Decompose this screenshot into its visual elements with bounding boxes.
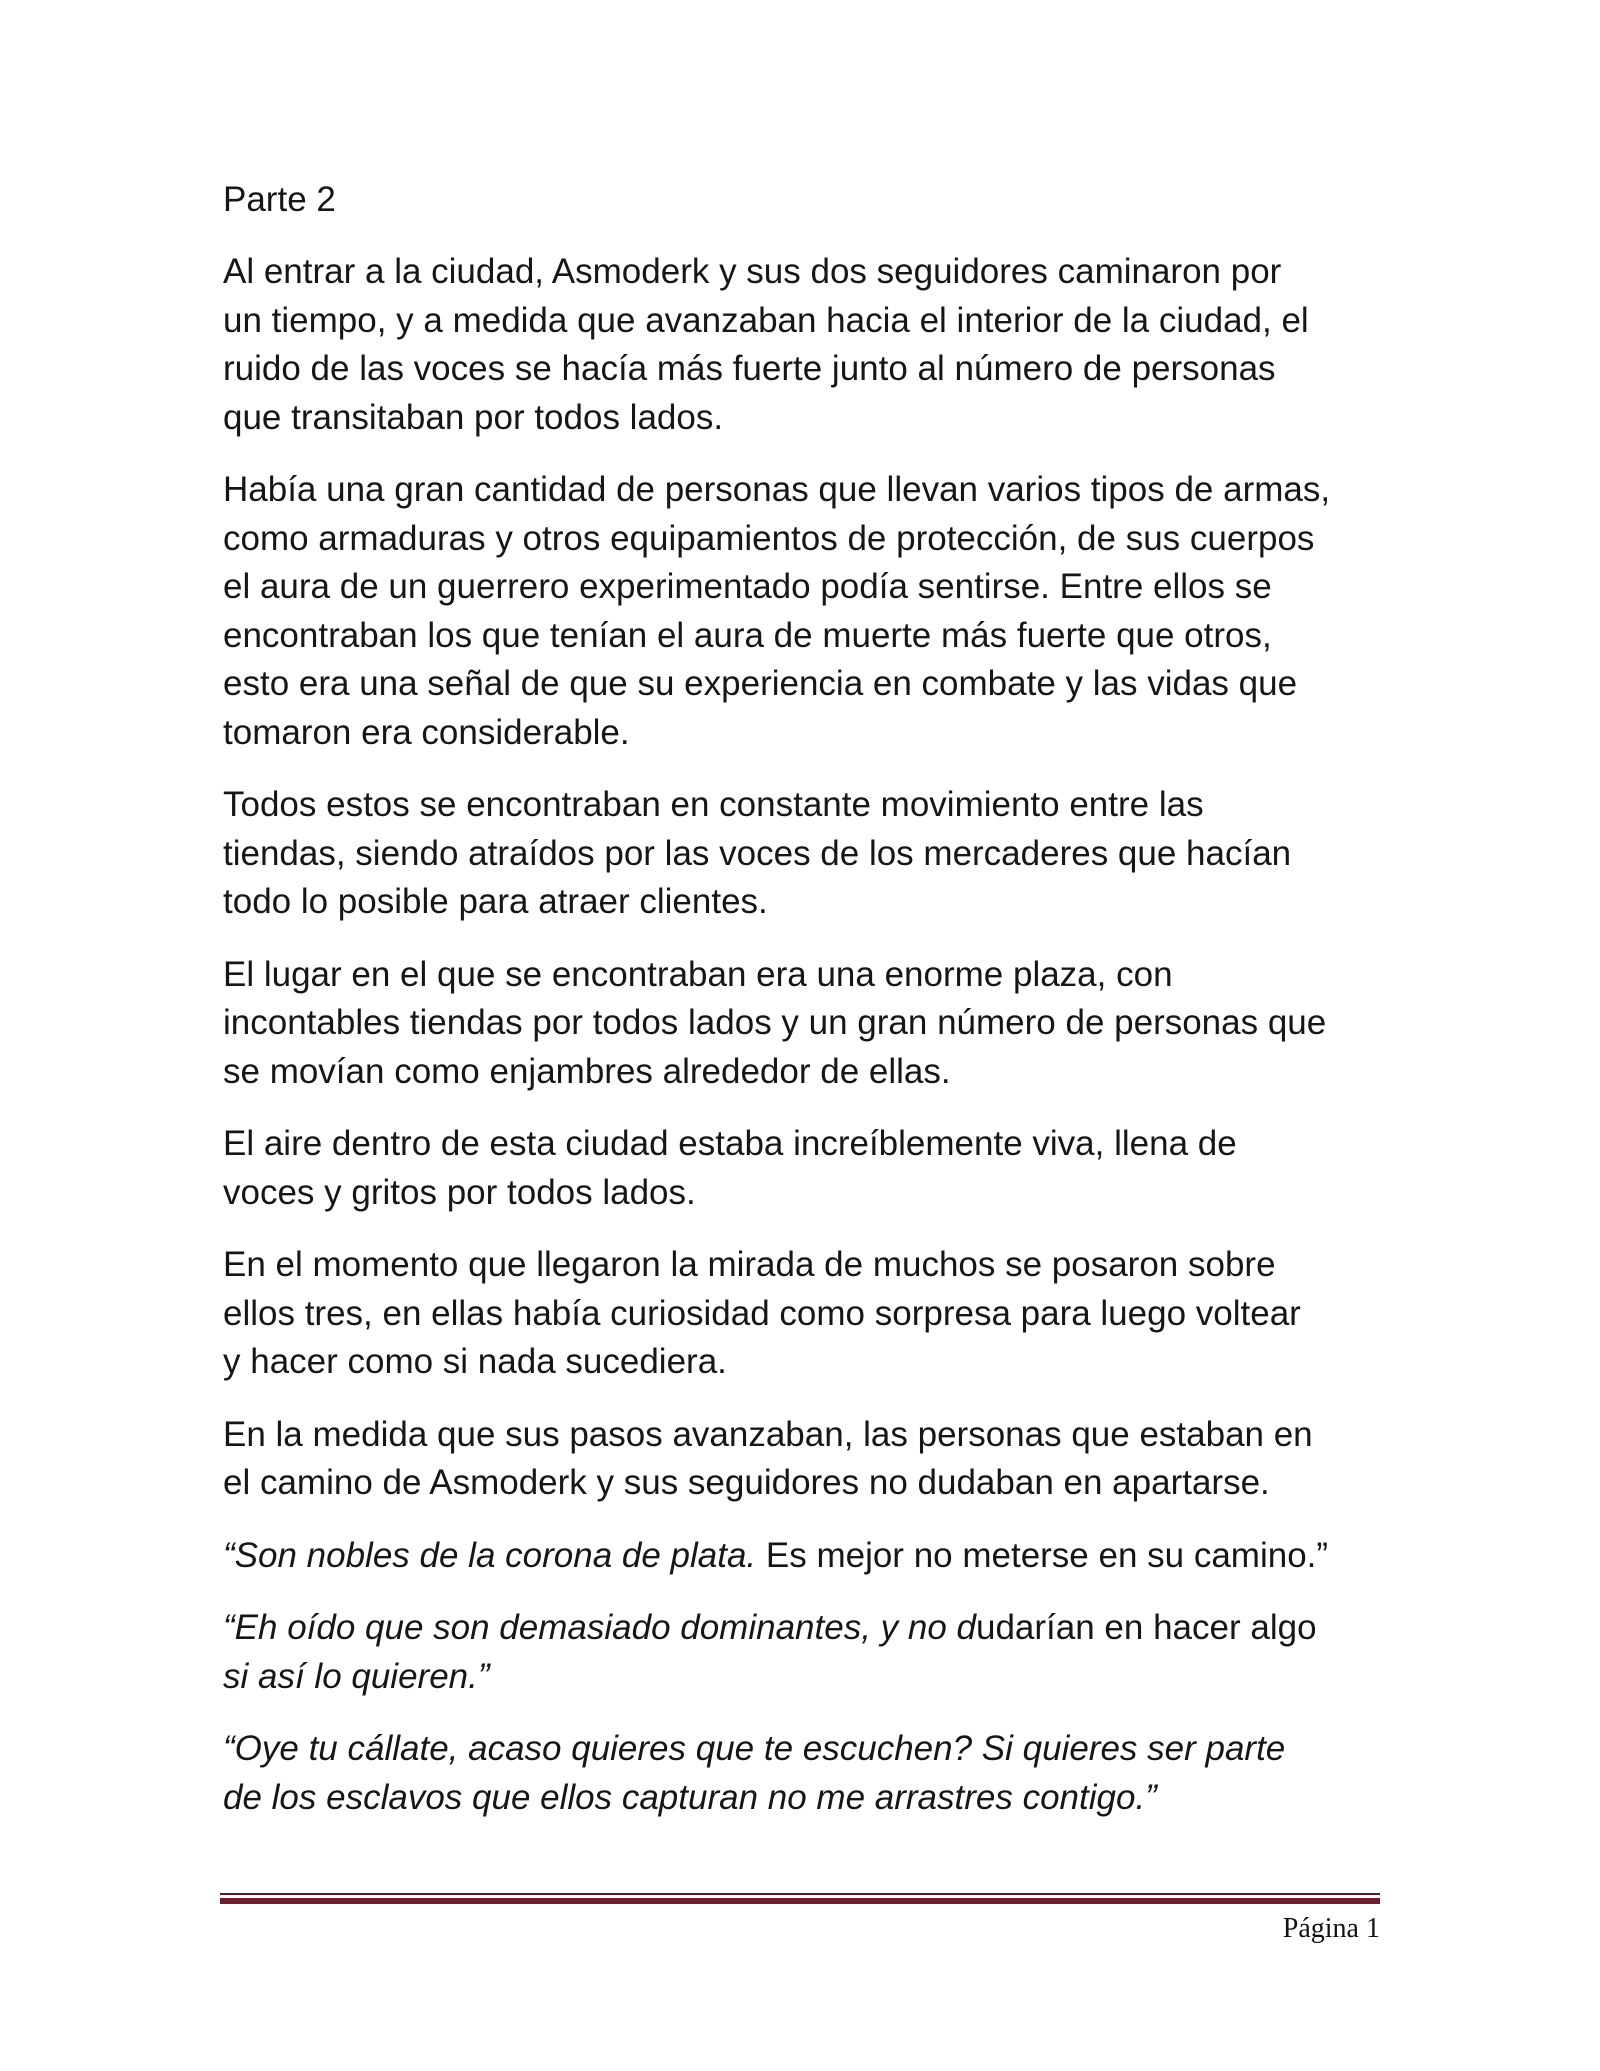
footer-divider (220, 1893, 1380, 1904)
quote-2-italic-part-b: si así lo quieren.” (223, 1656, 490, 1696)
paragraph-2: Había una gran cantidad de personas que llevan varios tipos de armas, como armaduras y otros equipamientos de protección, de sus cuerpos el aura de un guerrero experimentado podía sentirse. Entre ellos se encontraban los que tenían el aura de muerte más fuerte que otros, esto era una señal de que su experiencia en combate y las vidas que tomaron era considerable. (223, 470, 1331, 752)
footer-divider-thick-line (220, 1898, 1380, 1904)
paragraph-3: Todos estos se encontraban en constante movimiento entre las tiendas, siendo atraídos por las voces de los mercaderes que hacían todo lo posible para atraer clientes. (223, 785, 1292, 921)
paragraph-5: El aire dentro de esta ciudad estaba increíblemente viva, llena de voces y gritos por todos lados. (223, 1124, 1237, 1212)
quote-2-italic-part-a: “Eh oído que son demasiado dominantes, y no d (223, 1608, 976, 1647)
quote-1-upright-part: Es mejor no meterse en su camino.” (756, 1535, 1329, 1575)
section-heading: Parte 2 (223, 180, 336, 219)
page-body (223, 176, 1403, 1846)
quote-1-italic-part: “Son nobles de la corona de plata. (223, 1535, 757, 1575)
quote-2-upright-part: udarían en hacer algo (976, 1608, 1317, 1647)
page-number: Página 1 (1282, 1913, 1380, 1944)
dialogue-quote-1 (223, 1532, 1403, 1581)
dialogue-quote-3: “Oye tu cállate, acaso quieres que te escuchen? Si quieres ser parte de los esclavos que ellos capturan no me arrastres contigo.” (223, 1729, 1286, 1817)
paragraph-7: En la medida que sus pasos avanzaban, las personas que estaban en el camino de Asmoderk y sus seguidores no dudaban en apartarse. (223, 1414, 1313, 1502)
paragraph-4: El lugar en el que se encontraban era una enorme plaza, con incontables tiendas por todos lados y un gran número de personas que se movían como enjambres alrededor de ellas. (223, 954, 1327, 1091)
footer-divider-thin-line (220, 1893, 1380, 1895)
dialogue-quote-2 (223, 1604, 1403, 1701)
paragraph-6: En el momento que llegaron la mirada de muchos se posaron sobre ellos tres, en ellas había curiosidad como sorpresa para luego voltear y hacer como si nada sucediera. (223, 1245, 1301, 1381)
paragraph-1: Al entrar a la ciudad, Asmoderk y sus dos seguidores caminaron por un tiempo, y a medida que avanzaban hacia el interior de la ciudad, el ruido de las voces se hacía más fuerte junto al número de personas que transitaban por todos lados. (223, 252, 1309, 437)
